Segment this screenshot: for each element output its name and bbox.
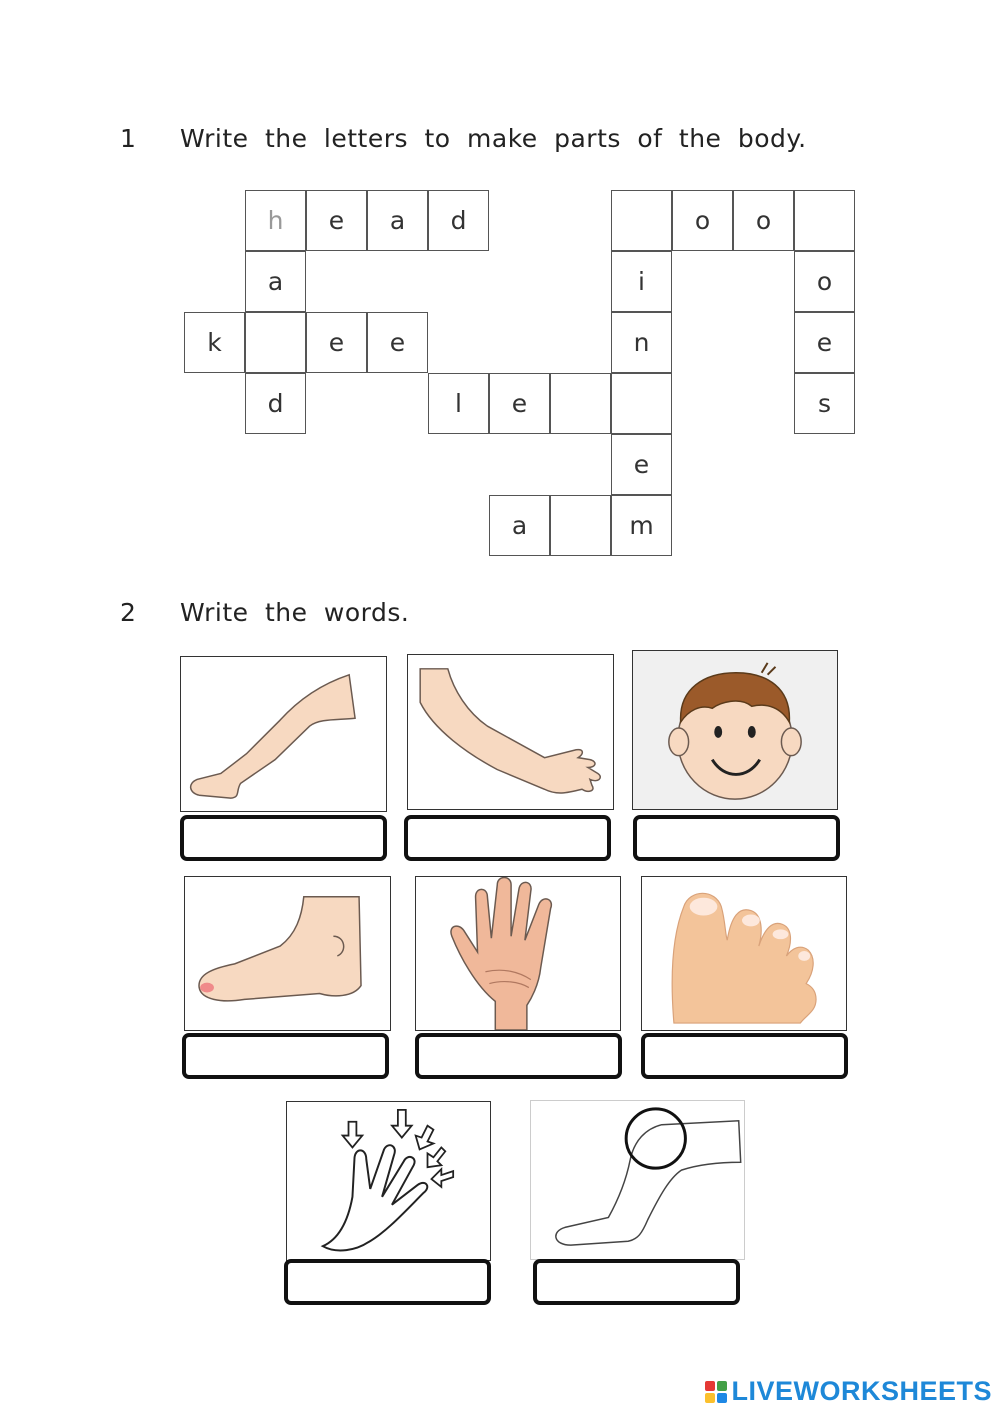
- crossword-cell-letter: o: [794, 251, 855, 312]
- logo-square-1: [705, 1381, 715, 1391]
- answer-box-toes[interactable]: [641, 1033, 848, 1079]
- leg-picture: [180, 656, 387, 812]
- toes-illustration: [642, 877, 846, 1030]
- crossword-cell-letter: e: [306, 312, 367, 373]
- answer-box-head[interactable]: [633, 815, 840, 861]
- fingers-illustration: [287, 1102, 490, 1260]
- crossword-cell-letter: k: [184, 312, 245, 373]
- crossword-cell-letter: e: [611, 434, 672, 495]
- crossword-cell-letter: i: [611, 251, 672, 312]
- crossword-cell-blank[interactable]: [794, 190, 855, 251]
- crossword-grid: [0, 0, 1000, 600]
- hand-picture: [415, 876, 621, 1031]
- answer-box-foot[interactable]: [182, 1033, 389, 1079]
- toes-picture: [641, 876, 847, 1031]
- answer-box-knee[interactable]: [533, 1259, 740, 1305]
- liveworksheets-logo-mark: [705, 1381, 727, 1403]
- crossword-cell-letter: s: [794, 373, 855, 434]
- arm-illustration: [408, 655, 613, 809]
- crossword-cell-blank[interactable]: [245, 312, 306, 373]
- crossword-cell-letter: e: [794, 312, 855, 373]
- crossword-cell-blank[interactable]: [611, 190, 672, 251]
- arm-picture: [407, 654, 614, 810]
- crossword-cell-letter: m: [611, 495, 672, 556]
- answer-box-arm[interactable]: [404, 815, 611, 861]
- knee-illustration: [531, 1101, 744, 1259]
- foot-illustration: [185, 877, 390, 1030]
- liveworksheets-logo-text: LIVEWORKSHEETS: [731, 1376, 992, 1406]
- crossword-cell-letter: e: [489, 373, 550, 434]
- knee-picture: [530, 1100, 745, 1260]
- fingers-picture: [286, 1101, 491, 1261]
- answer-box-fingers[interactable]: [284, 1259, 491, 1305]
- crossword-cell-blank[interactable]: [550, 373, 611, 434]
- logo-square-3: [705, 1393, 715, 1403]
- face-illustration: [633, 651, 837, 809]
- crossword-cell-letter: a: [367, 190, 428, 251]
- answer-box-leg[interactable]: [180, 815, 387, 861]
- question-2-instruction: Write the words.: [180, 598, 410, 627]
- crossword-cell-letter: o: [672, 190, 733, 251]
- question-1-number: 1: [120, 124, 136, 153]
- crossword-cell-blank[interactable]: [550, 495, 611, 556]
- crossword-cell-letter: h: [245, 190, 306, 251]
- crossword-cell-letter: o: [733, 190, 794, 251]
- crossword-cell-letter: n: [611, 312, 672, 373]
- crossword-cell-letter: a: [489, 495, 550, 556]
- logo-square-2: [717, 1381, 727, 1391]
- logo-square-4: [717, 1393, 727, 1403]
- crossword-cell-letter: e: [367, 312, 428, 373]
- hand-illustration: [416, 877, 620, 1030]
- question-2-number: 2: [120, 598, 136, 627]
- crossword-cell-letter: l: [428, 373, 489, 434]
- liveworksheets-logo[interactable]: [705, 1376, 992, 1407]
- crossword-cell-letter: d: [428, 190, 489, 251]
- answer-box-hand[interactable]: [415, 1033, 622, 1079]
- leg-illustration: [181, 657, 386, 811]
- head-picture: [632, 650, 838, 810]
- question-1-instruction: Write the letters to make parts of the body.: [180, 124, 807, 153]
- crossword-cell-letter: e: [306, 190, 367, 251]
- foot-picture: [184, 876, 391, 1031]
- crossword-cell-blank[interactable]: [611, 373, 672, 434]
- crossword-cell-letter: d: [245, 373, 306, 434]
- crossword-cell-letter: a: [245, 251, 306, 312]
